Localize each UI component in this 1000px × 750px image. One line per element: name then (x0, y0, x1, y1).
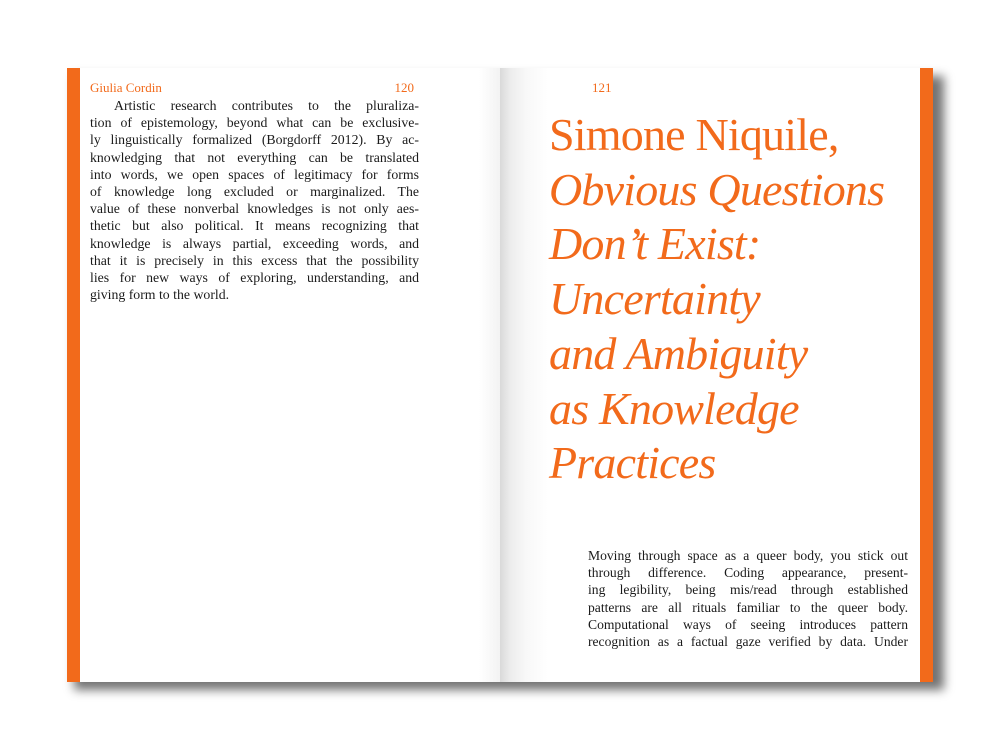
running-head-author: Giulia Cordin (90, 80, 162, 95)
body-line: ing legibility, being mis/read through established (588, 582, 908, 598)
chapter-title-line: Practices (549, 437, 716, 489)
chapter-title-line: Obvious Questions (549, 163, 885, 215)
book-spread (67, 68, 933, 682)
body-line: patterns are all rituals familiar to the queer body. (588, 599, 908, 615)
chapter-title (549, 108, 919, 491)
body-line: giving form to the world. (90, 287, 230, 303)
right-page-edge (920, 68, 933, 682)
left-page-edge (67, 68, 80, 682)
body-line: knowledge is always partial, exceeding words, and (90, 235, 419, 251)
gutter-shading (479, 68, 500, 682)
body-line: thetic but also political. It means recognizing that (90, 218, 419, 234)
left-page (80, 68, 500, 682)
body-line: knowledging that not everything can be translated (90, 149, 419, 165)
body-line: recognition as a factual gaze verified by data. Under (588, 634, 908, 650)
body-line: of knowledge long excluded or marginalized. The (90, 184, 419, 200)
right-page (500, 68, 920, 682)
body-line: tion of epistemology, beyond what can be exclusive- (90, 115, 419, 131)
chapter-title-author: Simone Niquile, (549, 109, 839, 160)
body-line: ly linguistically formalized (Borgdorff 2012). By ac- (90, 132, 419, 148)
chapter-title-line: Don’t Exist: (549, 218, 761, 270)
page-number-right: 121 (592, 80, 612, 95)
body-line: into words, we open spaces of legitimacy for forms (90, 166, 419, 182)
chapter-title-line: and Ambiguity (549, 327, 808, 379)
chapter-title-line: as Knowledge (549, 382, 799, 434)
right-body-text (588, 547, 908, 650)
body-line: through difference. Coding appearance, present- (588, 565, 908, 581)
chapter-title-line: Uncertainty (549, 273, 760, 325)
body-line: lies for new ways of exploring, understanding, and (90, 270, 419, 286)
left-body-text (90, 97, 419, 303)
body-line: Computational ways of seeing introduces pattern (588, 616, 908, 632)
body-line: that it is precisely in this excess that the possibility (90, 252, 419, 268)
body-line: Moving through space as a queer body, you stick out (588, 548, 908, 563)
body-line: Artistic research contributes to the pluraliza- (114, 98, 419, 113)
body-line: value of these nonverbal knowledges is not only aes- (90, 201, 419, 217)
page-number-left: 120 (394, 80, 414, 95)
